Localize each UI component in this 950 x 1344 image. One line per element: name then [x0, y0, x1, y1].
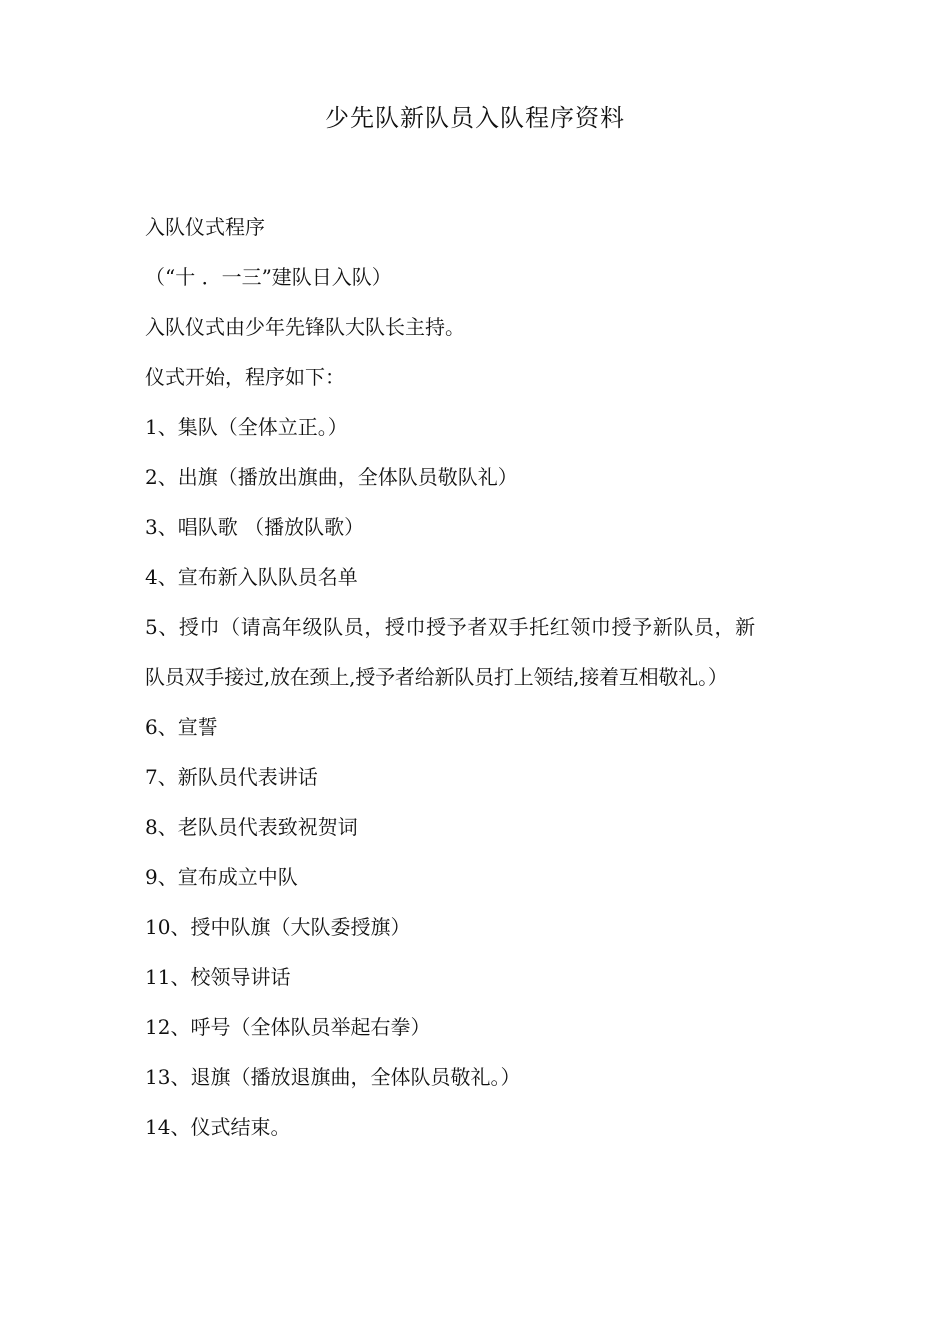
procedure-step-9: 9、宣布成立中队 — [145, 865, 298, 889]
procedure-step-8: 8、老队员代表致祝贺词 — [145, 815, 358, 839]
procedure-step-13: 13、退旗（播放退旗曲，全体队员敬礼。） — [145, 1065, 521, 1089]
document-body — [145, 202, 815, 1152]
procedure-step-6: 6、宣誓 — [145, 715, 218, 739]
procedure-intro: 仪式开始，程序如下： — [145, 365, 345, 389]
section-heading: 入队仪式程序 — [145, 215, 265, 239]
procedure-step-5: 5、授巾（请高年级队员，授巾授予者双手托红领巾授予新队员，新 — [145, 615, 756, 639]
procedure-step-2: 2、出旗（播放出旗曲，全体队员敬队礼） — [145, 465, 518, 489]
procedure-step-1: 1、集队（全体立正。） — [145, 415, 348, 439]
procedure-step-7: 7、新队员代表讲话 — [145, 765, 318, 789]
host-note: 入队仪式由少年先锋队大队长主持。 — [145, 315, 465, 339]
procedure-step-14: 14、仪式结束。 — [145, 1115, 291, 1139]
subheading-date: （“十 ．一三”建队日入队） — [145, 265, 392, 289]
procedure-step-5-continued: 队员双手接过,放在颈上,授予者给新队员打上领结,接着互相敬礼。） — [145, 665, 728, 689]
procedure-step-11: 11、校领导讲话 — [145, 965, 291, 989]
procedure-step-12: 12、呼号（全体队员举起右拳） — [145, 1015, 431, 1039]
procedure-step-4: 4、宣布新入队队员名单 — [145, 565, 358, 589]
procedure-step-3: 3、唱队歌 （播放队歌） — [145, 515, 365, 539]
document-title: 少先队新队员入队程序资料 — [325, 104, 625, 132]
procedure-step-10: 10、授中队旗（大队委授旗） — [145, 915, 411, 939]
